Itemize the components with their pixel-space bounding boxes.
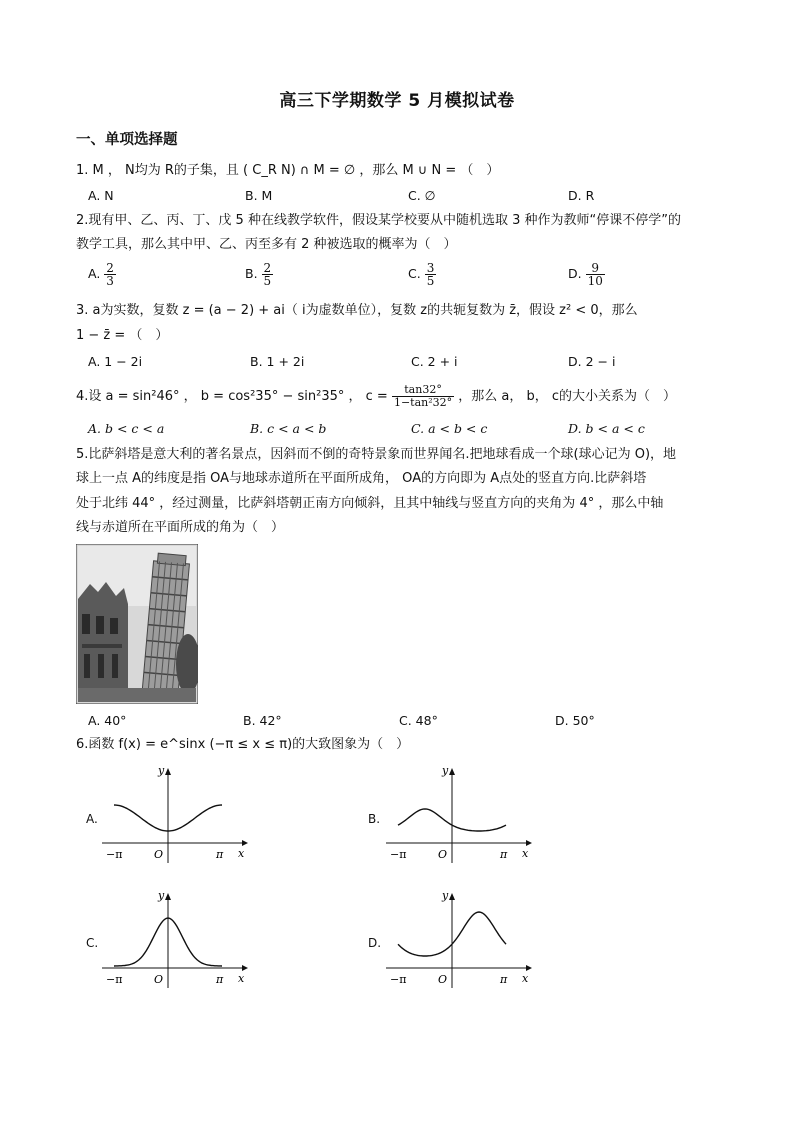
y-axis-label: y [158,890,165,902]
question-3-line-1: 3. a为实数，复数 z = (a − 2) + ai（ i为虚数单位），复数 z的共轭复数为 z̄，假设 z² < 0，那么 [76,303,638,318]
q5-option-c[interactable]: C. 48° [399,713,438,728]
pi-label: π [216,848,224,861]
pi-label: π [500,848,508,861]
pisa-tower-photo [76,544,198,704]
x-axis-label: x [238,847,245,860]
question-5-line-2: 球上一点 A的纬度是指 OA与地球赤道所在平面所成角， OA的方向即为 A点处的竖直方向.比萨斜塔 [76,471,647,486]
q2-option-d[interactable]: D. $\frac{9}{10}$ [568,261,603,288]
q5-option-d[interactable]: D. 50° [555,713,595,728]
q6-option-b-label[interactable]: B. [368,812,381,826]
x-axis-label: x [522,847,529,860]
question-2-line-1: 2.现有甲、乙、丙、丁、戊 5 种在线教学软件，假设某学校要从中随机选取 3 种作为教师“停课不停学”的 [76,213,681,228]
question-4-text: 4.设 a = sin²46° ， b = cos²35° − sin²35° ， c = $\frac{\tan 32^\circ}{\text{1−tan²32°}}$ ，那么 a， b， c的大小关系为（ ） [76,383,677,409]
fraction: $\frac{3}{5}$ [426,261,435,288]
q6-option-a-label[interactable]: A. [86,812,98,826]
question-1-text: 1. M ， N均为 R的子集，且 ( C_R N) ∩ M = ∅ ，那么 M ∪ N = （ ） [76,163,500,178]
origin-label: O [438,973,448,986]
q6-option-c-label[interactable]: C. [86,936,99,950]
fraction: $\frac{2}{5}$ [263,261,272,288]
q4-option-c[interactable]: C. a < b < c [411,421,488,436]
x-axis-label: x [522,972,529,985]
neg-pi-label: −π [390,848,407,861]
y-axis-label: y [158,765,165,777]
q3-option-c[interactable]: C. 2 + i [411,354,458,369]
fraction: $\frac{2}{3}$ [106,261,114,288]
q1-option-d[interactable]: D. R [568,188,595,203]
origin-label: O [438,848,448,861]
q4-fraction: $\frac{\tan 32^\circ}{\text{1−tan²32°}}$ [393,383,453,409]
q4-option-a[interactable]: A. b < c < a [88,421,165,436]
q5-option-b[interactable]: B. 42° [243,713,282,728]
q1-option-c[interactable]: C. ∅ [408,188,436,203]
origin-label: O [154,848,164,861]
page-title: 高三下学期数学 5 月模拟试卷 [279,91,515,111]
q4-option-b[interactable]: B. c < a < b [250,421,327,436]
question-2-line-2: 教学工具，那么其中甲、乙、丙至多有 2 种被选取的概率为（ ） [76,237,457,252]
q6-graph-c[interactable] [100,890,250,990]
y-axis-label: y [442,765,449,777]
q2-option-c[interactable]: C. $\frac{3}{5}$ [408,261,435,288]
q2-option-a[interactable]: A. $\frac{2}{3}$ [88,261,114,288]
q6-graph-d[interactable] [384,890,534,990]
q5-option-a[interactable]: A. 40° [88,713,127,728]
q6-graph-b[interactable] [384,765,534,865]
question-5-line-1: 5.比萨斜塔是意大利的著名景点，因斜而不倒的奇特景象而世界闻名.把地球看成一个球(球心记为 O)，地 [76,447,677,462]
q1-option-a[interactable]: A. N [88,188,114,203]
pi-label: π [216,973,224,986]
q1-option-b[interactable]: B. M [245,188,273,203]
q6-graph-a[interactable] [100,765,250,865]
fraction: $\frac{9}{10}$ [587,261,603,288]
section-heading: 一、单项选择题 [76,132,178,148]
neg-pi-label: −π [106,973,123,986]
question-3-line-2: 1 − z̄ = （ ） [76,328,169,343]
pi-label: π [500,973,508,986]
q2-option-b[interactable]: B. $\frac{2}{5}$ [245,261,272,288]
q3-option-a[interactable]: A. 1 − 2i [88,354,143,369]
neg-pi-label: −π [106,848,123,861]
q3-option-b[interactable]: B. 1 + 2i [250,354,305,369]
neg-pi-label: −π [390,973,407,986]
question-5-line-3: 处于北纬 44° ，经过测量，比萨斜塔朝正南方向倾斜，且其中轴线与竖直方向的夹角为 4° ，那么中轴 [76,496,664,511]
q6-option-d-label[interactable]: D. [368,936,382,950]
y-axis-label: y [442,890,449,902]
q4-option-d[interactable]: D. b < a < c [568,421,645,436]
origin-label: O [154,973,164,986]
question-5-line-4: 线与赤道所在平面所成的角为（ ） [76,520,285,535]
question-6-text: 6.函数 f(x) = e^sinx (−π ≤ x ≤ π)的大致图象为（ ） [76,737,410,752]
x-axis-label: x [238,972,245,985]
q3-option-d[interactable]: D. 2 − i [568,354,616,369]
